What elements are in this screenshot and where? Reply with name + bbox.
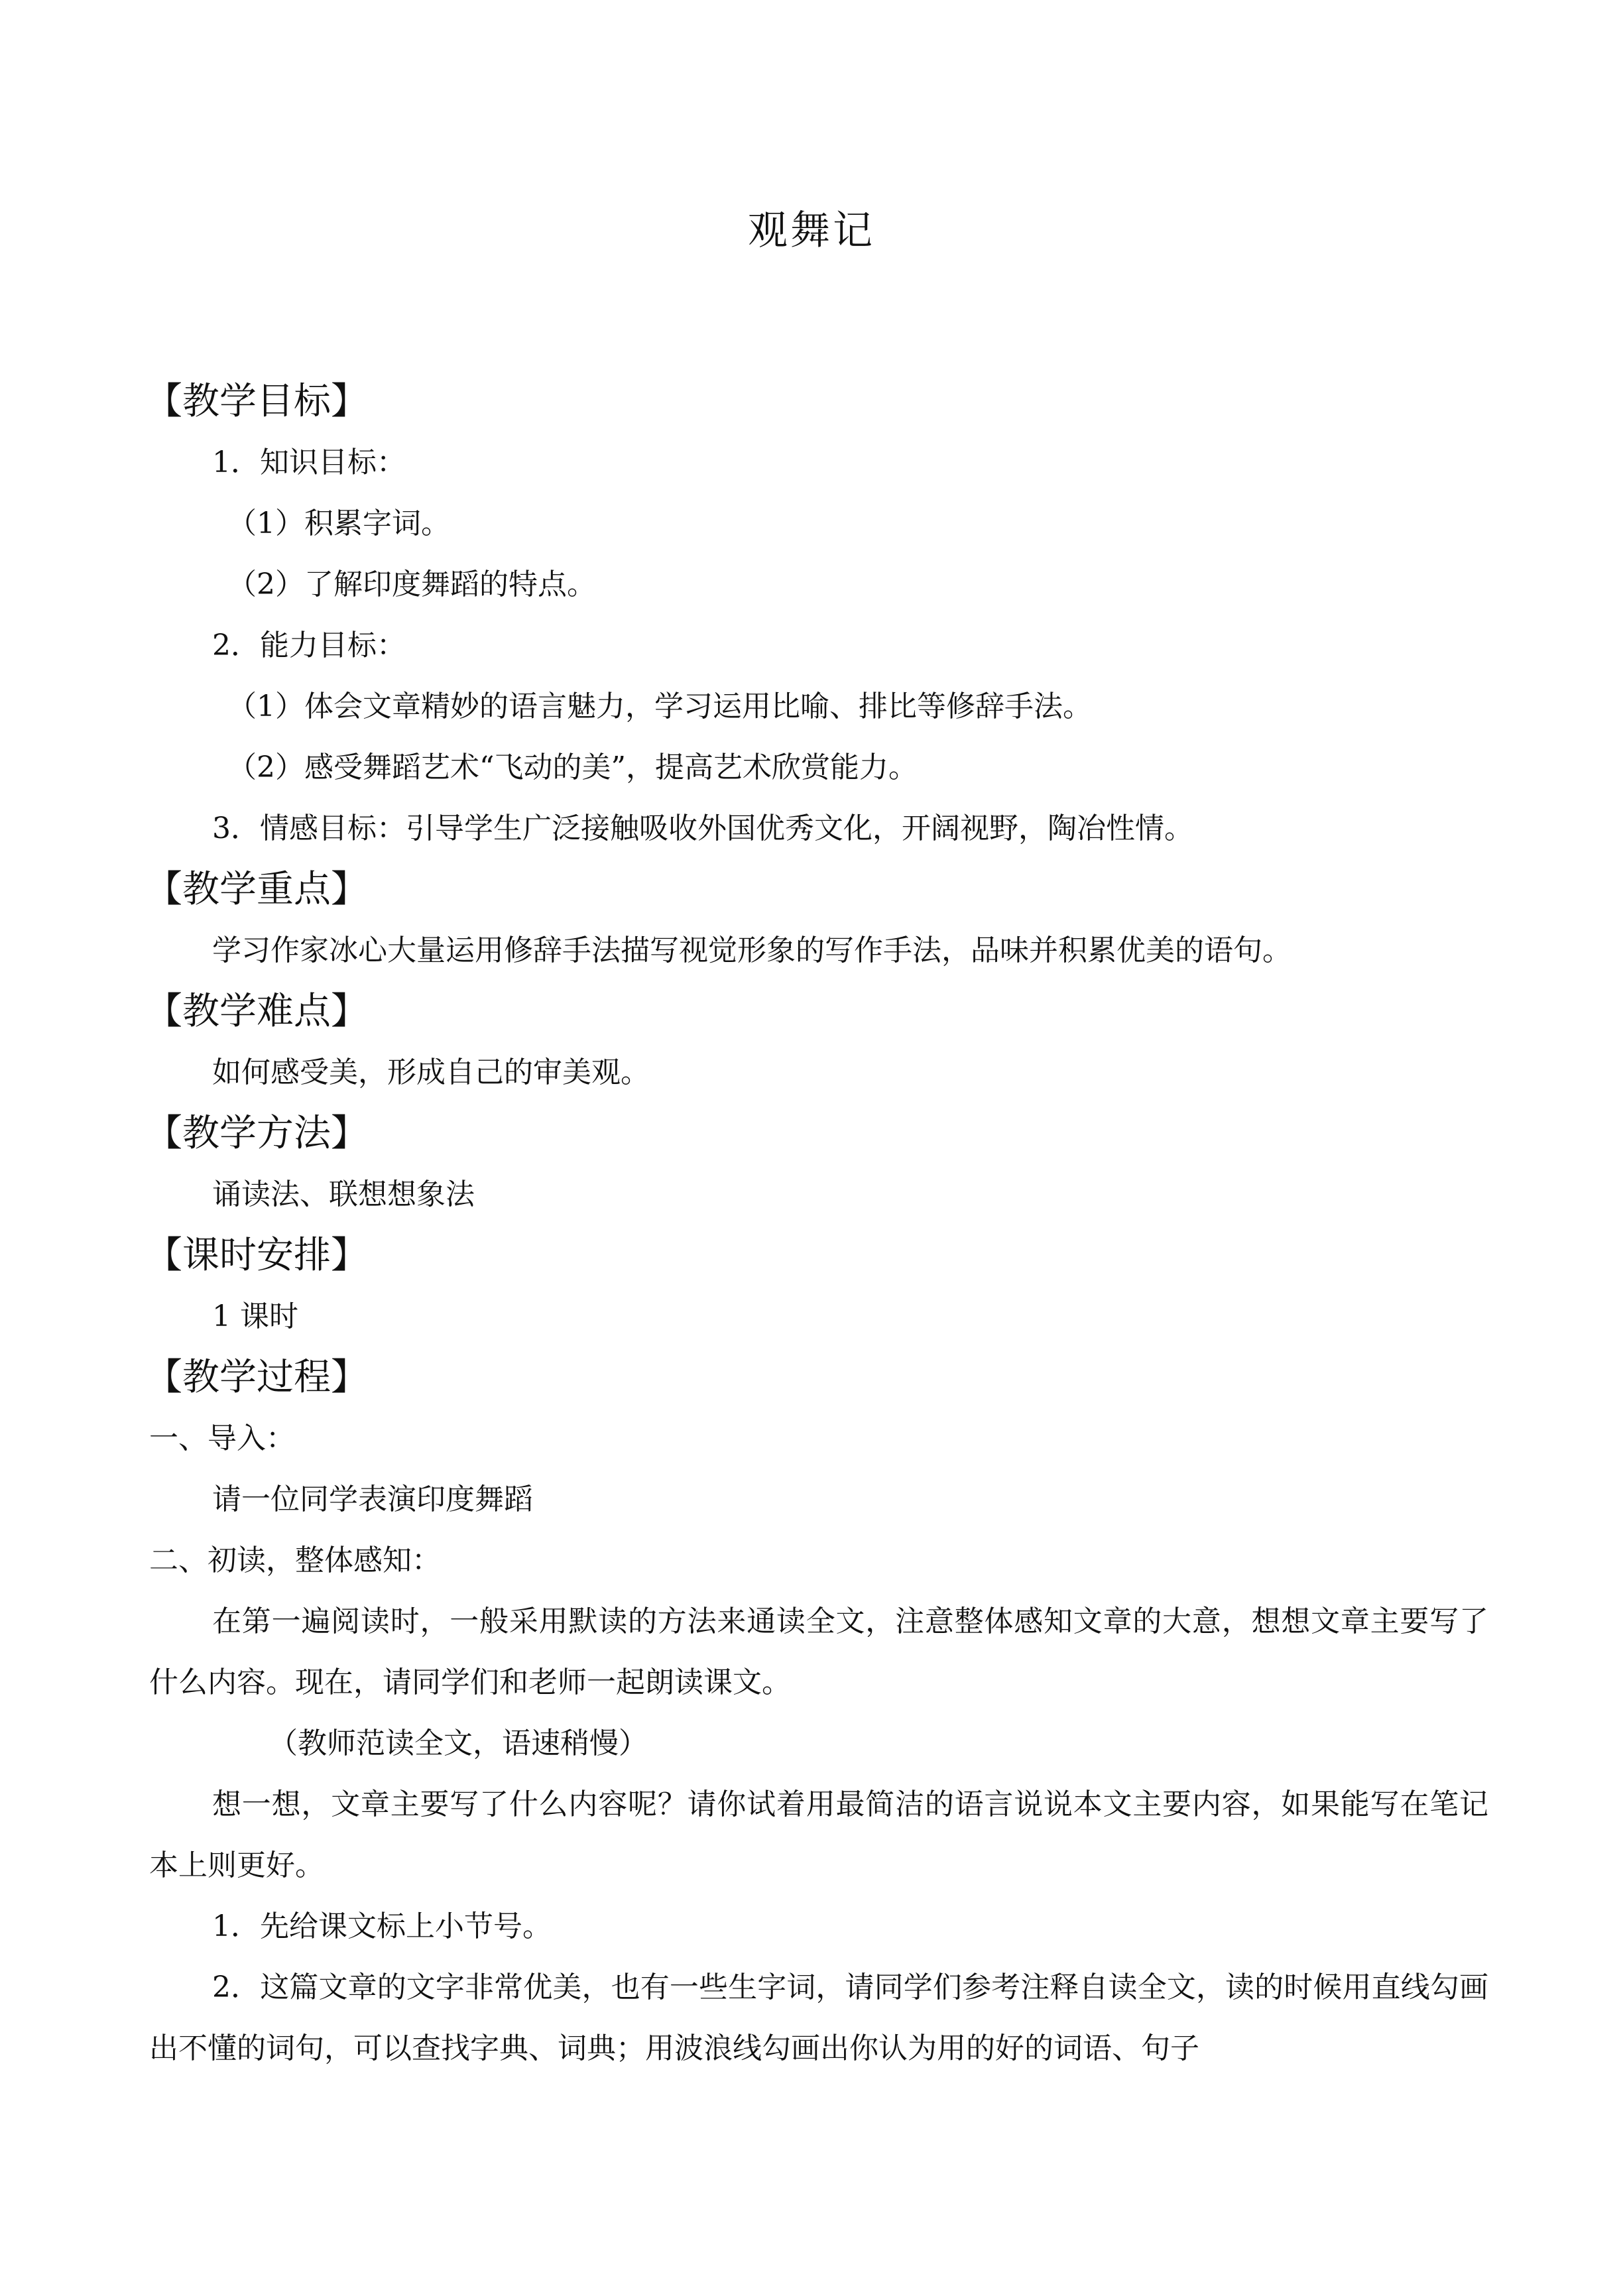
heading-teaching-goals: 【教学目标】: [145, 380, 368, 423]
ability-goal: 2．能力目标：: [212, 629, 406, 662]
schedule-text: 1 课时: [212, 1299, 298, 1333]
teaching-method-text: 诵读法、联想想象法: [212, 1178, 475, 1211]
process-paragraph-2: （教师范读全文，语速稍慢）: [269, 1726, 648, 1760]
process-step-1-title: 一、导入：: [149, 1421, 295, 1455]
ability-goal-item-2: （2）感受舞蹈艺术“飞动的美”，提高艺术欣赏能力。: [227, 751, 918, 784]
process-step-1-text: 请一位同学表演印度舞蹈: [212, 1482, 533, 1516]
document-title: 观舞记: [748, 208, 875, 254]
knowledge-goal: 1．知识目标：: [212, 446, 406, 479]
heading-teaching-difficulty: 【教学难点】: [145, 990, 368, 1033]
heading-teaching-method: 【教学方法】: [145, 1112, 368, 1155]
heading-teaching-key: 【教学重点】: [145, 868, 368, 911]
emotion-goal: 3．情感目标：引导学生广泛接触吸收外国优秀文化，开阔视野，陶冶性情。: [212, 812, 1193, 845]
knowledge-goal-item-1: （1）积累字词。: [227, 507, 450, 540]
document-body: [145, 371, 1488, 2079]
heading-schedule: 【课时安排】: [145, 1234, 368, 1277]
teaching-difficulty-text: 如何感受美，形成自己的审美观。: [212, 1056, 650, 1089]
process-paragraph-3: 想一想，文章主要写了什么内容呢？请你试着用最简洁的语言说说本文主要内容，如果能写在笔记本上则更好。: [149, 1787, 1488, 1882]
knowledge-goal-item-2: （2）了解印度舞蹈的特点。: [227, 568, 596, 601]
heading-teaching-process: 【教学过程】: [145, 1356, 368, 1399]
process-paragraph-1: 在第一遍阅读时，一般采用默读的方法来通读全文，注意整体感知文章的大意，想想文章主要写了什么内容。现在，请同学们和老师一起朗读课文。: [149, 1604, 1488, 1699]
teaching-key-text: 学习作家冰心大量运用修辞手法描写视觉形象的写作手法，品味并积累优美的语句。: [212, 934, 1292, 967]
process-item-1: 1．先给课文标上小节号。: [212, 1909, 552, 1943]
ability-goal-item-1: （1）体会文章精妙的语言魅力，学习运用比喻、排比等修辞手法。: [227, 690, 1092, 723]
process-step-2-title: 二、初读，整体感知：: [149, 1543, 441, 1577]
process-item-2: 2．这篇文章的文字非常优美，也有一些生字词，请同学们参考注释自读全文，读的时候用直线勾画出不懂的词句，可以查找字典、词典；用波浪线勾画出你认为用的好的词语、句子: [149, 1970, 1488, 2065]
